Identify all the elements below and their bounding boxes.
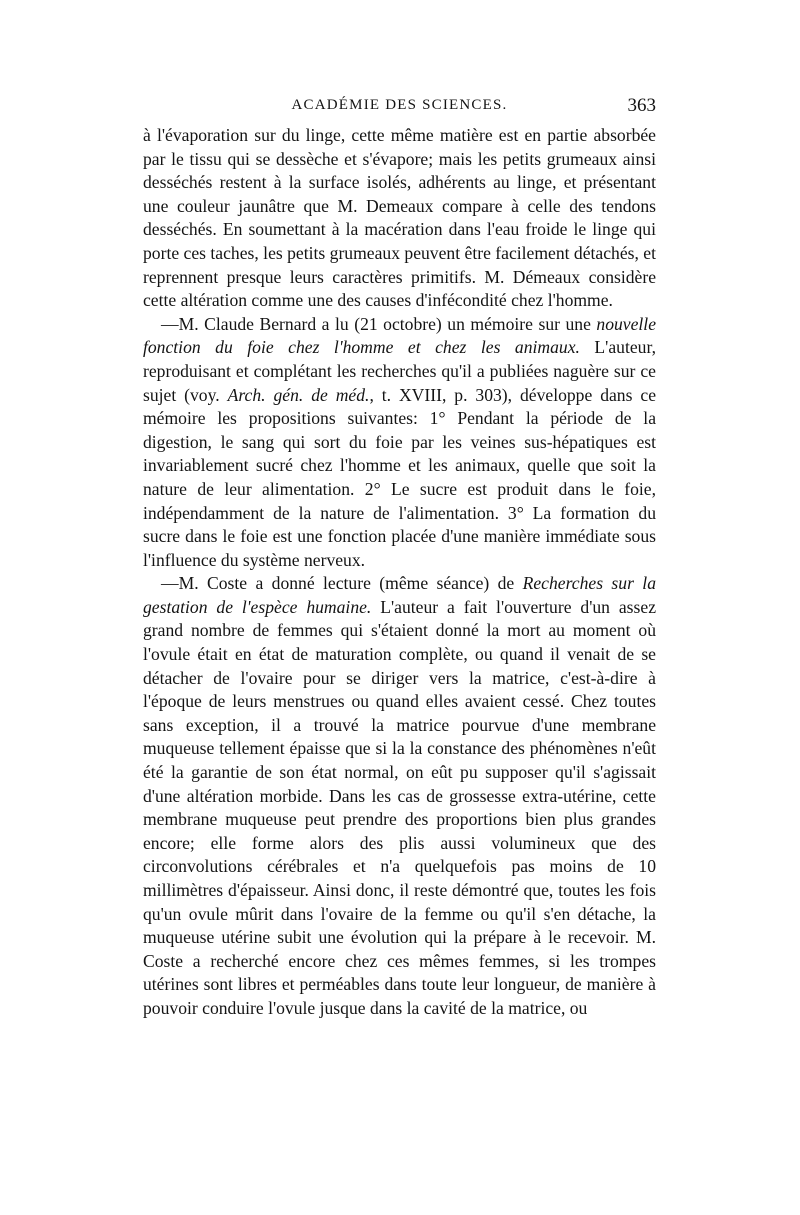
body-text xyxy=(143,124,656,1021)
paragraph-text: à l'évaporation sur du linge, cette même matière est en partie absorbée par le tissu qui se dessèche et s'évapore; mais les petits grumeaux ainsi desséchés restent à la surface isolés, adhérents au linge, et présentant une couleur jaunâtre que M. Demeaux compare à celle des tendons desséchés. En soumettant à la macération dans l'eau froide le linge qui porte ces taches, les petits grumeaux peuvent être facilement détachés, et reprennent presque leurs caractères primitifs. M. Démeaux considère cette altération comme une des causes d'infécondité chez l'homme. xyxy=(143,125,656,311)
paragraph-demeaux xyxy=(143,124,656,313)
paragraph-text: —M. Claude Bernard a lu (21 octobre) un mémoire sur une xyxy=(161,313,597,334)
page-header xyxy=(143,97,656,127)
italic-citation: Arch. gén. de méd. xyxy=(227,384,370,405)
paragraph-text: L'auteur a fait l'ouverture d'un assez grand nombre de femmes qui s'étaient donné la mort au moment où l'ovule était en état de maturation complète, ou quand il venait de se détacher de l'ovaire pour se diriger vers la matrice, c'est-à-dire à l'époque de leurs menstrues ou quand elles avaient cessé. Chez toutes sans exception, il a trouvé la matrice pourvue d'une membrane muqueuse tellement épaisse que si la la constance des phénomènes n'eût été la garantie de son état normal, on eût pu supposer qu'il s'agissait d'une altération morbide. Dans les cas de grossesse extra-utérine, cette membrane muqueuse peut prendre des proportions bien plus grandes encore; elle forme alors des plis aussi volumineux que des circonvolutions cérébrales et n'a quelquefois pas moins de 10 millimètres d'épaisseur. Ainsi donc, il reste démontré que, toutes les fois qu'un ovule mûrit dans l'ovaire de la femme ou qu'il s'en détache, la muqueuse utérine subit une évolution qui la prépare à le recevoir. M. Coste a recherché encore chez ces mêmes femmes, si les trompes utérines sont libres et perméables dans toute leur longueur, de manière à pouvoir conduire l'ovule jusque dans la cavité de la matrice, ou xyxy=(143,596,656,1018)
running-title: ACADÉMIE DES SCIENCES. xyxy=(291,97,508,113)
paragraph-text: , t. XVIII, p. 303), développe dans ce mémoire les propositions suivantes: 1° Pendant la période de la digestion, le sang qui sort du foie par les veines sus-hépatiques est invariablement sucré chez l'homme et les animaux, quelle que soit la nature de leur alimentation. 2° Le sucre est produit dans le foie, indépendamment de la nature de l'alimentation. 3° La formation du sucre dans le foie est une fonction placée d'une manière immédiate sous l'influence du système nerveux. xyxy=(143,384,656,570)
page-number: 363 xyxy=(627,95,656,116)
italic-title: nouvelle fonction du foie chez l'homme et chez les animaux. xyxy=(143,313,656,358)
paragraph-text: L'auteur, reproduisant et complétant les recherches qu'il a publiées naguère sur ce sujet (voy. xyxy=(143,337,656,405)
paragraph-text: —M. Coste a donné lecture (même séance) de xyxy=(161,573,523,594)
italic-title: Recherches sur la gestation de l'espèce humaine. xyxy=(143,573,656,617)
paragraph-bernard xyxy=(143,313,656,573)
paragraph-coste xyxy=(143,572,656,1020)
